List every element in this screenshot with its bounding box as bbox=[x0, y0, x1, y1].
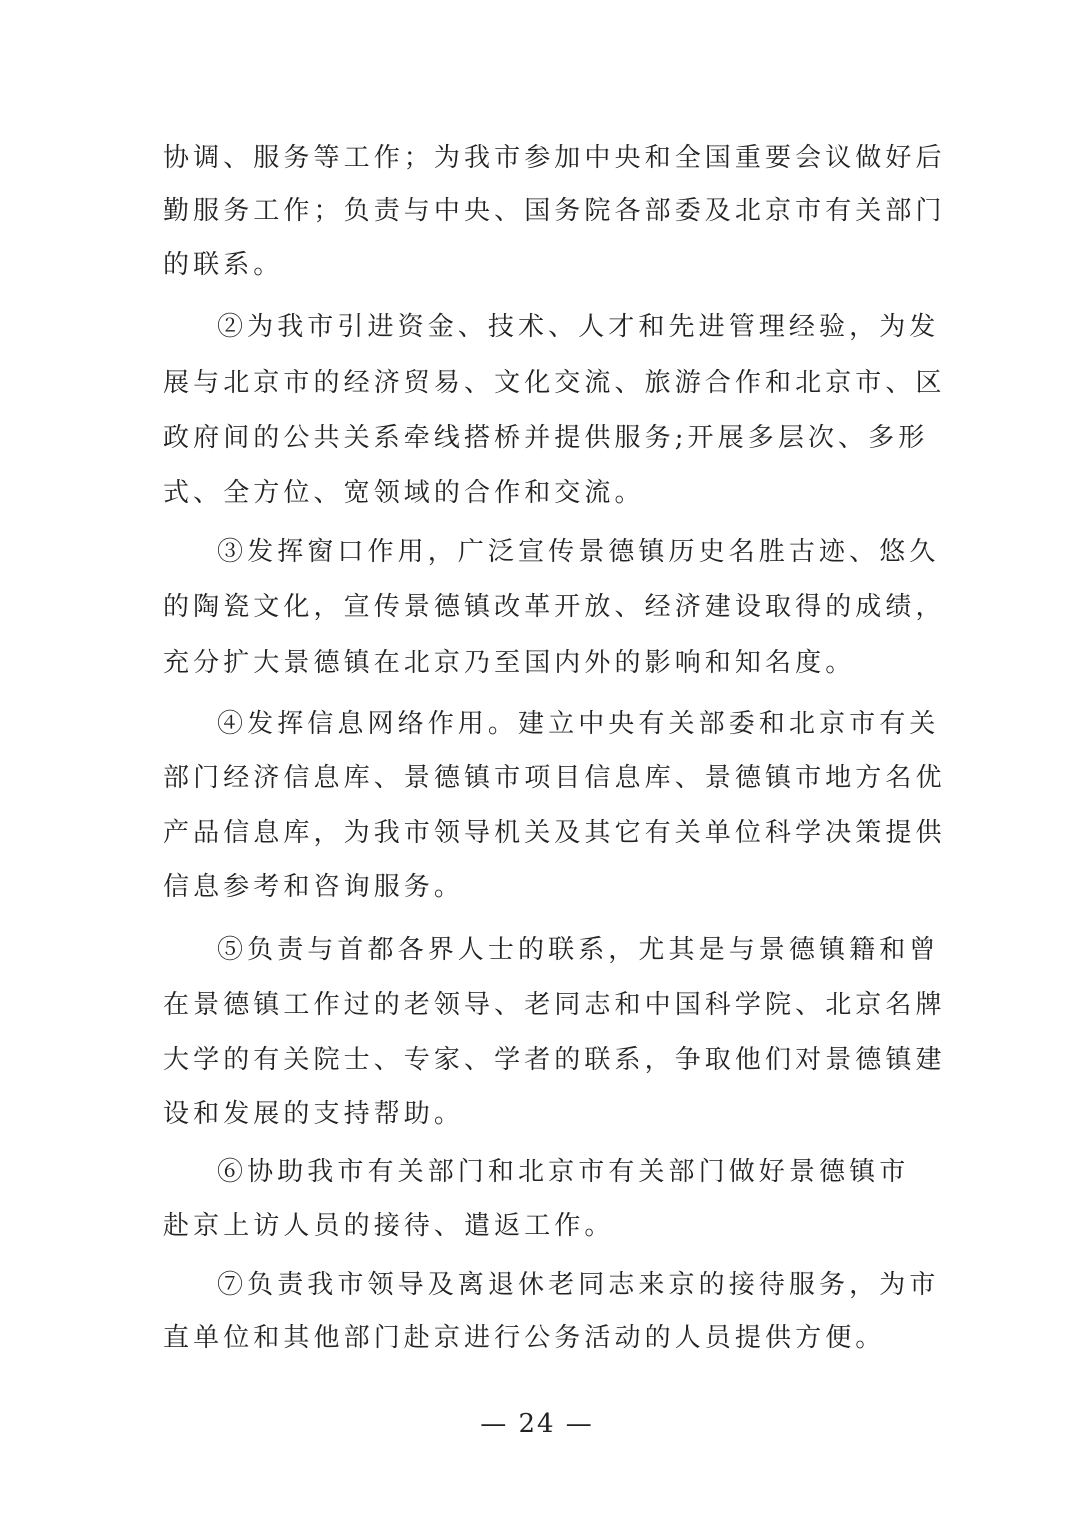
text-line: 政府间的公共关系牵线搭桥并提供服务;开展多层次、多形 bbox=[163, 423, 929, 453]
text-line: ④发挥信息网络作用。建立中央有关部委和北京市有关 bbox=[217, 709, 940, 739]
text-line: 直单位和其他部门赴京进行公务活动的人员提供方便。 bbox=[163, 1323, 886, 1353]
text-line: 设和发展的支持帮助。 bbox=[163, 1099, 465, 1129]
text-line: ③发挥窗口作用，广泛宣传景德镇历史名胜古迹、悠久 bbox=[217, 537, 940, 567]
text-line: 的联系。 bbox=[163, 250, 284, 280]
text-line: 的陶瓷文化，宣传景德镇改革开放、经济建设取得的成绩， bbox=[163, 592, 946, 622]
text-line: 式、全方位、宽领域的合作和交流。 bbox=[163, 478, 645, 508]
text-line: 信息参考和咨询服务。 bbox=[163, 872, 465, 902]
text-line: 部门经济信息库、景德镇市项目信息库、景德镇市地方名优 bbox=[163, 763, 946, 793]
text-line: 充分扩大景德镇在北京乃至国内外的影响和知名度。 bbox=[163, 648, 856, 678]
text-line: ⑦负责我市领导及离退休老同志来京的接待服务，为市 bbox=[217, 1270, 940, 1300]
text-line: 展与北京市的经济贸易、文化交流、旅游合作和北京市、区 bbox=[163, 368, 946, 398]
text-line: 协调、服务等工作；为我市参加中央和全国重要会议做好后 bbox=[163, 143, 946, 173]
text-line: 勤服务工作；负责与中央、国务院各部委及北京市有关部门 bbox=[163, 196, 946, 226]
text-line: ②为我市引进资金、技术、人才和先进管理经验，为发 bbox=[217, 312, 940, 342]
text-line: ⑤负责与首都各界人士的联系，尤其是与景德镇籍和曾 bbox=[217, 935, 940, 965]
page-number: — 24 — bbox=[480, 1409, 594, 1439]
text-line: ⑥协助我市有关部门和北京市有关部门做好景德镇市 bbox=[217, 1157, 910, 1187]
text-line: 产品信息库，为我市领导机关及其它有关单位科学决策提供 bbox=[163, 818, 946, 848]
text-line: 在景德镇工作过的老领导、老同志和中国科学院、北京名牌 bbox=[163, 990, 946, 1020]
text-line: 赴京上访人员的接待、遣返工作。 bbox=[163, 1211, 615, 1241]
text-line: 大学的有关院士、专家、学者的联系，争取他们对景德镇建 bbox=[163, 1045, 946, 1075]
